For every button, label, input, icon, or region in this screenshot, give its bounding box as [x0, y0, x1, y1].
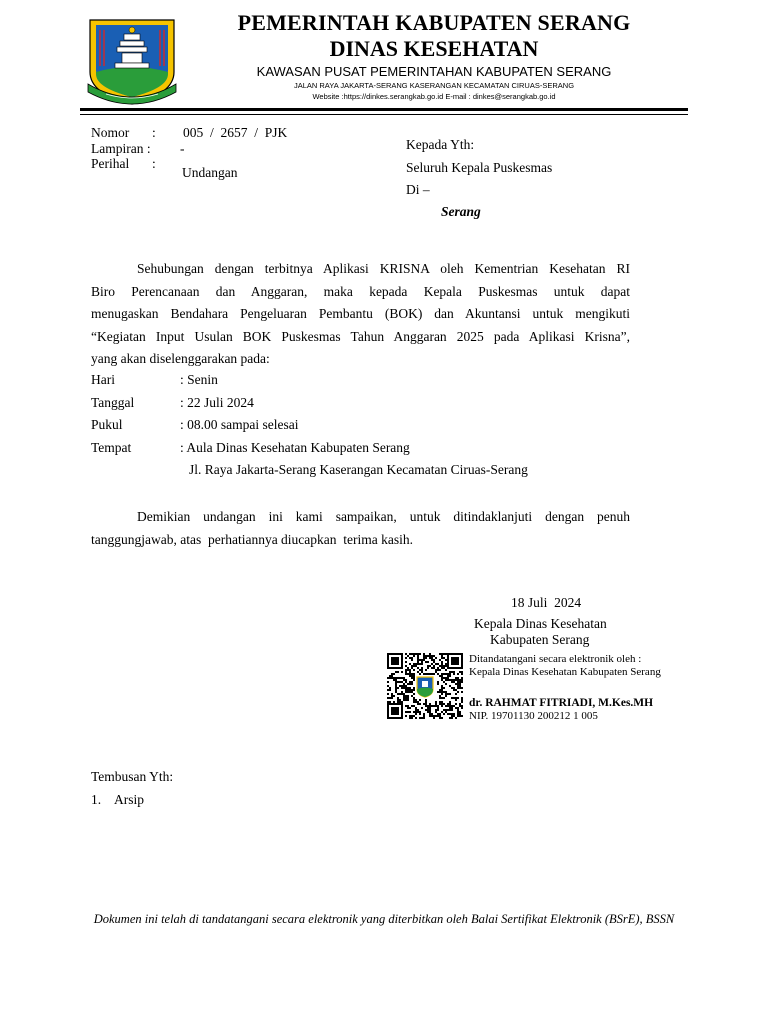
perihal-colon: : — [152, 156, 156, 171]
letterhead-address: JALAN RAYA JAKARTA-SERANG KASERANGAN KECAMATAN CIRUAS-SERANG — [293, 81, 575, 90]
detail-value-pukul: : 08.00 sampai selesai — [180, 417, 299, 432]
detail-value-hari: : Senin — [180, 372, 218, 387]
recipient-city: Serang — [441, 204, 481, 219]
nomor-colon: : — [152, 125, 156, 140]
recipient-greeting: Kepada Yth: — [406, 137, 475, 152]
nomor-label: Nomor — [91, 125, 130, 140]
letterhead-government: PEMERINTAH KABUPATEN SERANG — [237, 10, 631, 35]
body-line: Sehubungan dengan terbitnya Aplikasi KRISNA oleh Kementrian Kesehatan RI — [137, 261, 630, 276]
detail-label-hari: Hari — [91, 372, 115, 387]
detail-value-tanggal: : 22 Juli 2024 — [180, 395, 254, 410]
tembusan-item-number: 1. — [91, 792, 102, 807]
detail-label-pukul: Pukul — [91, 417, 123, 432]
footer-esign-notice: Dokumen ini telah di tandatangani secara elektronik yang diterbitkan oleh Balai Sertifikat Elektronik (BSrE), BSSN — [93, 912, 675, 926]
body-line: yang akan diselenggarakan pada: — [91, 351, 270, 366]
qr-code-icon — [387, 653, 463, 719]
letterhead-agency: DINAS KESEHATAN — [329, 36, 539, 61]
detail-label-tanggal: Tanggal — [91, 395, 135, 410]
letterhead-area: KAWASAN PUSAT PEMERINTAHAN KABUPATEN SERANG — [256, 64, 612, 79]
lampiran-value: - — [180, 141, 185, 156]
detail-label-tempat: Tempat — [91, 440, 132, 455]
body-line: tanggungjawab, atas perhatiannya diucapkan terima kasih. — [91, 531, 414, 547]
esign-statement: Ditandatangani secara elektronik oleh : — [469, 653, 642, 665]
esign-position: Kepala Dinas Kesehatan Kabupaten Serang — [469, 666, 661, 678]
recipient-place-prefix: Di – — [406, 182, 430, 197]
body-paragraph-1 — [91, 258, 630, 371]
perihal-value: Undangan — [182, 165, 238, 180]
serang-regency-emblem — [82, 14, 182, 106]
letterhead-rule-thick — [80, 108, 688, 111]
perihal-label: Perihal — [91, 156, 130, 171]
recipient-name: Seluruh Kepala Puskesmas — [406, 160, 553, 175]
body-paragraph-2 — [91, 506, 630, 551]
body-line: Demikian undangan ini kami sampaikan, untuk ditindaklanjuti dengan penuh — [137, 509, 630, 524]
lampiran-label: Lampiran : — [91, 141, 151, 156]
signatory-name: dr. RAHMAT FITRIADI, M.Kes.MH — [469, 697, 654, 709]
signature-date: 18 Juli 2024 — [511, 595, 582, 610]
signatory-nip: NIP. 19701130 200212 1 005 — [469, 710, 598, 722]
body-line: menugaskan Bendahara Pengeluaran Pembantu (BOK) dan Akuntansi untuk mengikuti — [91, 306, 630, 321]
nomor-value: 005 / 2657 / PJK — [183, 125, 288, 140]
body-line: Biro Perencanaan dan Anggaran, maka kepada Kepala Puskesmas untuk dapat — [91, 283, 630, 299]
tembusan-title: Tembusan Yth: — [91, 769, 174, 784]
signature-title-1: Kepala Dinas Kesehatan — [474, 616, 607, 631]
letterhead-rule-thin — [80, 114, 688, 115]
tembusan-item-text: Arsip — [114, 792, 144, 807]
detail-value-tempat: : Aula Dinas Kesehatan Kabupaten Serang — [180, 440, 410, 455]
body-line: “Kegiatan Input Usulan BOK Puskesmas Tahun Anggaran 2025 pada Aplikasi Krisna”, — [91, 328, 630, 344]
detail-value-tempat-address: Jl. Raya Jakarta-Serang Kaserangan Kecamatan Ciruas-Serang — [189, 462, 528, 477]
letterhead-contact: Website :https://dinkes.serangkab.go.id E-mail : dinkes@serangkab.go.id — [312, 92, 556, 101]
signature-title-2: Kabupaten Serang — [490, 632, 590, 647]
